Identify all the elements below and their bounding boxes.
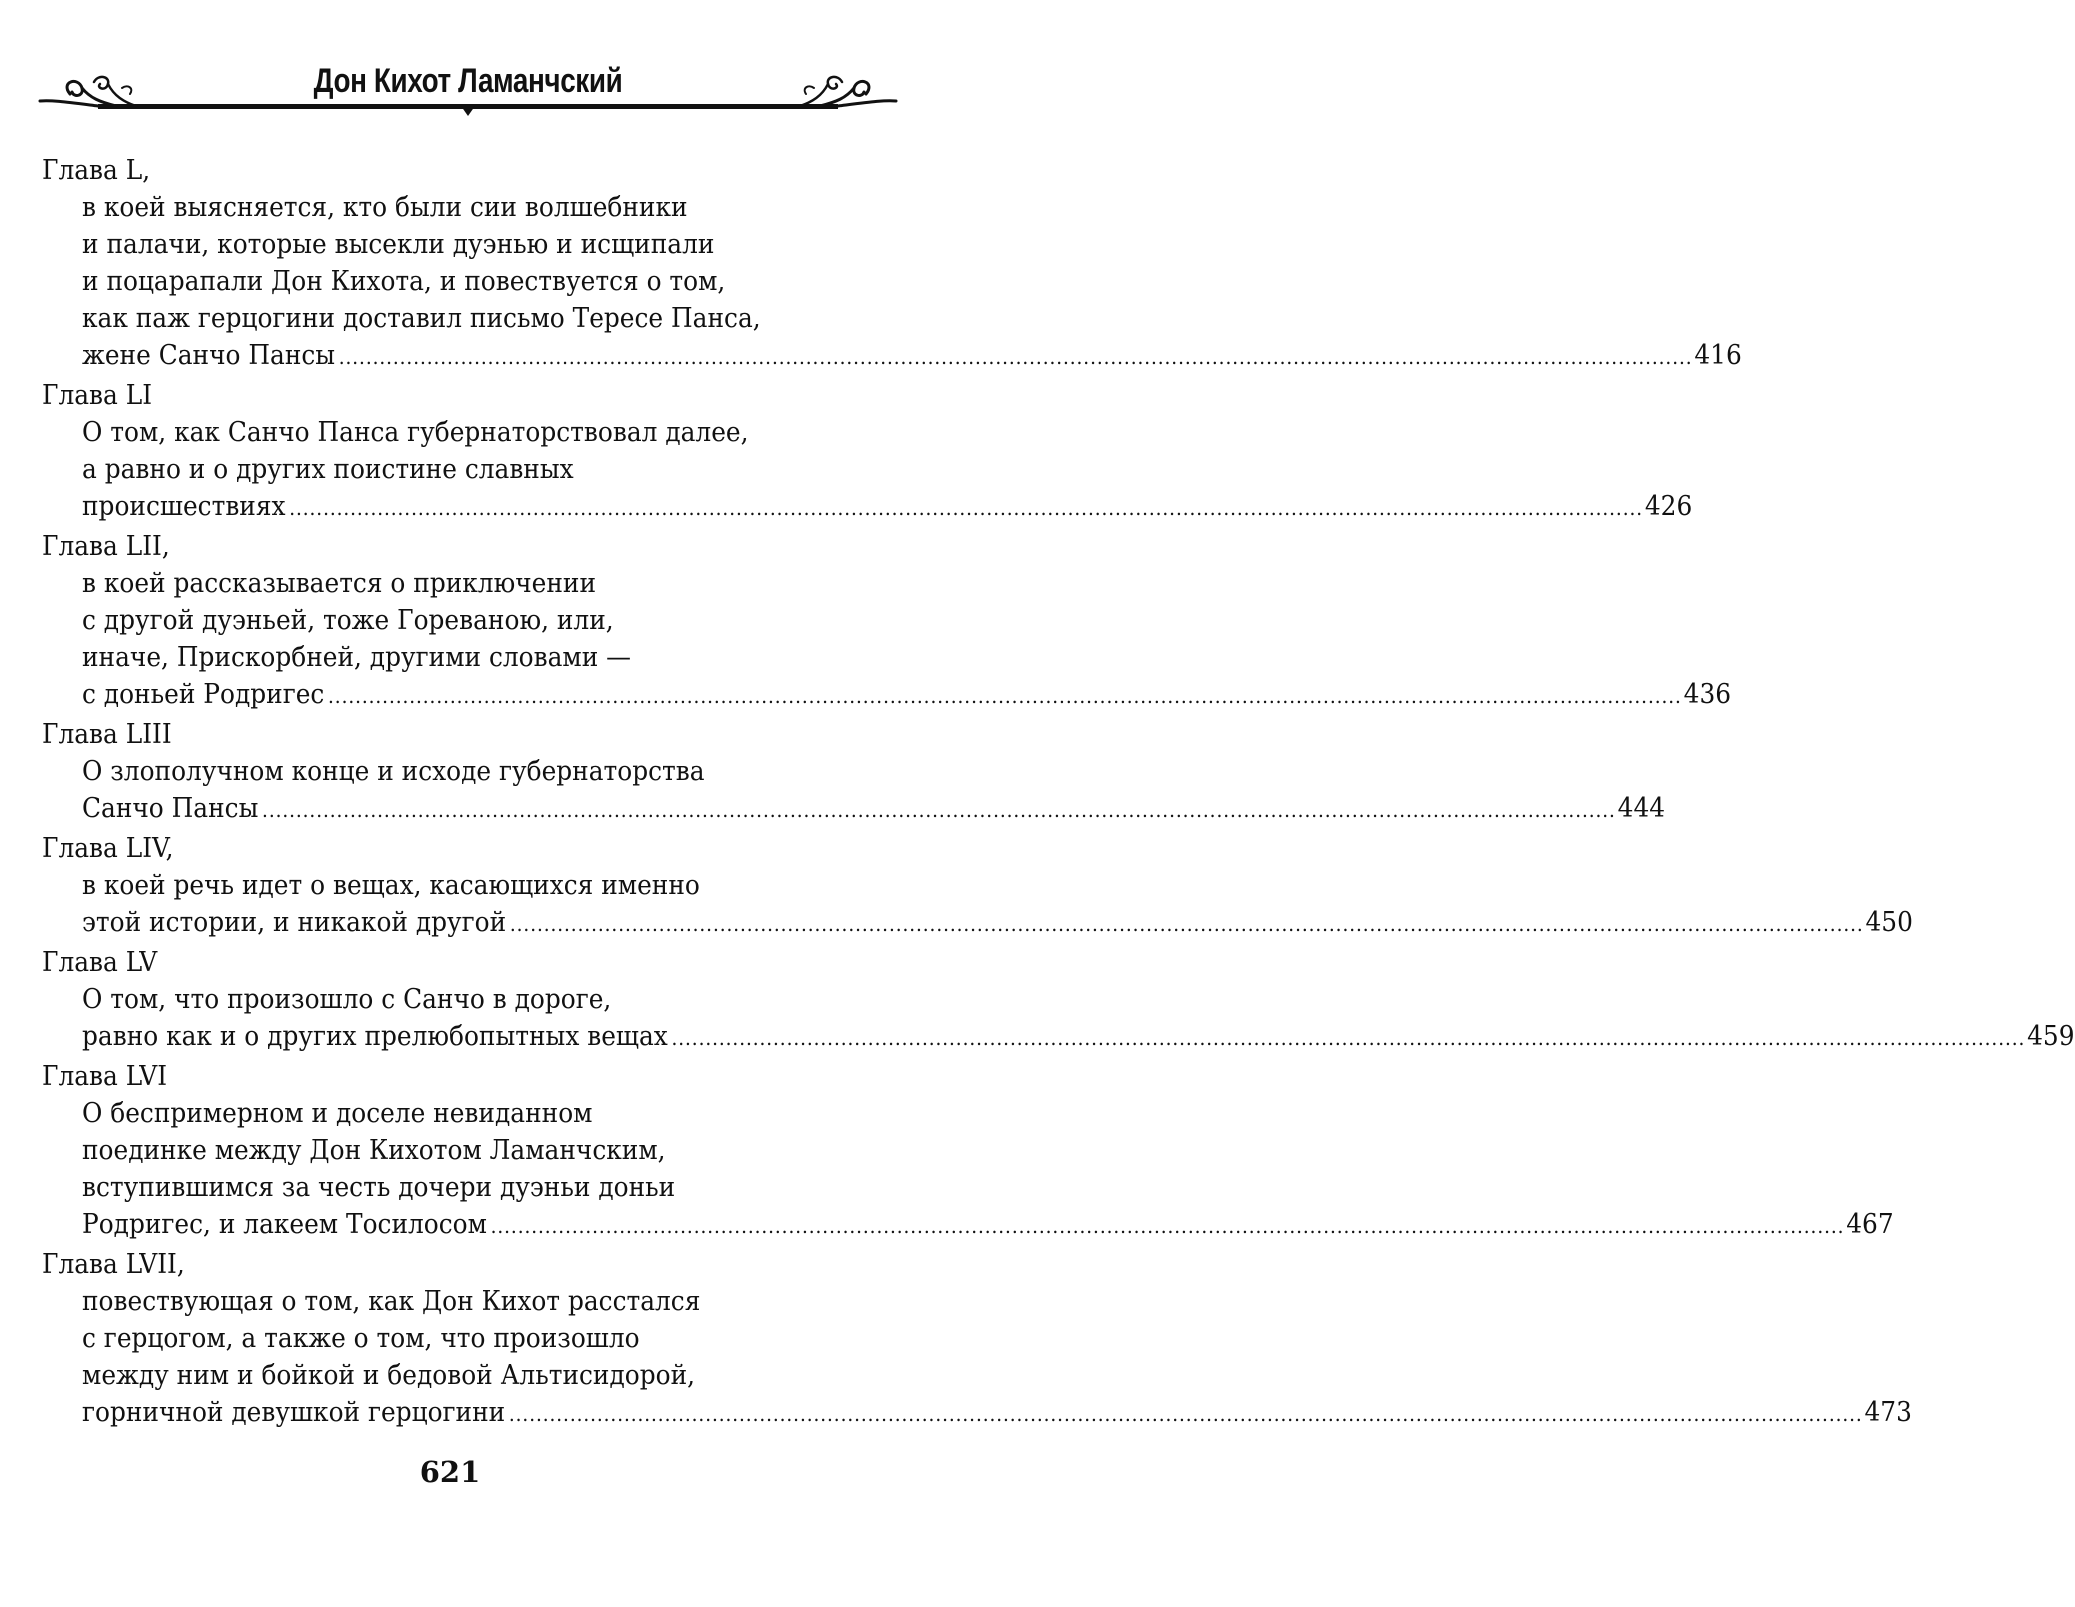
chapter-label: Глава L,	[42, 155, 151, 186]
chapter-page-number: 450	[1865, 907, 1913, 938]
description-line: и палачи, которые высекли дуэнью и исщипали	[82, 229, 715, 260]
toc-leader-line	[82, 1206, 1894, 1243]
toc-leader-line	[82, 488, 1693, 525]
description-line: повествующая о том, как Дон Кихот расстался	[82, 1286, 701, 1317]
chapter-label: Глава LIV,	[42, 833, 174, 864]
chapter-description	[82, 189, 1742, 374]
description-line: иначе, Прискорбней, другими словами —	[82, 642, 632, 673]
chapter-description	[82, 414, 1693, 525]
toc-leader-line	[82, 1394, 1912, 1431]
chapter-page-number: 467	[1846, 1209, 1894, 1240]
description-line: О беспримерном и доселе невиданном	[82, 1098, 593, 1129]
chapter-description	[82, 867, 1913, 941]
table-of-contents	[42, 152, 2075, 1434]
description-line: между ним и бойкой и бедовой Альтисидорой,	[82, 1360, 696, 1391]
description-line: поединке между Дон Кихотом Ламанчским,	[82, 1135, 666, 1166]
running-head	[38, 54, 898, 134]
dot-leader: ........................................................................................................................................................................................................	[671, 1026, 2026, 1050]
chapter-description	[82, 1283, 1912, 1431]
description-line: и поцарапали Дон Кихота, и повествуется о том,	[82, 266, 726, 297]
description-line: жене Санчо Пансы	[82, 340, 336, 371]
chapter-label: Глава LVI	[42, 1061, 168, 1092]
chapter-page-number: 473	[1864, 1397, 1912, 1428]
toc-entry	[42, 528, 1732, 713]
toc-leader-line	[82, 790, 1666, 827]
chapter-description	[82, 753, 1666, 827]
toc-leader-line	[82, 1018, 2075, 1055]
chapter-page-number: 459	[2027, 1021, 2075, 1052]
dot-leader: ........................................................................................................................................................................................................	[289, 496, 1643, 520]
dot-leader: ........................................................................................................................................................................................................	[509, 912, 1864, 936]
description-line: с герцогом, а также о том, что произошло	[82, 1323, 640, 1354]
description-line: а равно и о других поистине славных	[82, 454, 574, 485]
description-line: в коей речь идет о вещах, касающихся именно	[82, 870, 700, 901]
chapter-description	[82, 565, 1732, 713]
toc-entry	[42, 944, 2075, 1055]
chapter-label: Глава LII,	[42, 531, 170, 562]
toc-leader-line	[82, 337, 1742, 374]
chapter-description	[82, 981, 2075, 1055]
toc-leader-line	[82, 676, 1732, 713]
description-line: Родригес, и лакеем Тосилосом	[82, 1209, 487, 1240]
page-number: 621	[419, 1455, 481, 1489]
description-line: как паж герцогини доставил письмо Тересе Панса,	[82, 303, 761, 334]
description-line: в коей рассказывается о приключении	[82, 568, 597, 599]
toc-entry	[42, 716, 1666, 827]
description-line: О злополучном конце и исходе губернаторства	[82, 756, 705, 787]
description-line: с доньей Родригес	[82, 679, 325, 710]
chapter-page-number: 426	[1644, 491, 1693, 522]
toc-leader-line	[82, 904, 1913, 941]
chapter-label: Глава LIII	[42, 719, 172, 750]
toc-entry	[42, 1058, 1894, 1243]
toc-entry	[42, 377, 1693, 525]
description-line: О том, что произошло с Санчо в дороге,	[82, 984, 612, 1015]
toc-entry	[42, 830, 1913, 941]
chapter-page-number: 444	[1617, 793, 1666, 824]
description-line: О том, как Санчо Панса губернаторствовал далее,	[82, 417, 749, 448]
description-line: вступившимся за честь дочери дуэньи доньи	[82, 1172, 676, 1203]
chapter-label: Глава LI	[42, 380, 153, 411]
dot-leader: ........................................................................................................................................................................................................	[490, 1214, 1845, 1238]
description-line: происшествиях	[82, 491, 286, 522]
description-line: горничной девушкой герцогини	[82, 1397, 506, 1428]
running-head-title: Дон Кихот Ламанчский	[313, 62, 623, 100]
dot-leader: ........................................................................................................................................................................................................	[338, 345, 1693, 369]
toc-entry	[42, 1246, 1912, 1431]
dot-leader: ........................................................................................................................................................................................................	[262, 798, 1616, 822]
dot-leader: ........................................................................................................................................................................................................	[328, 684, 1682, 708]
description-line: этой истории, и никакой другой	[82, 907, 507, 938]
chapter-label: Глава LVII,	[42, 1249, 185, 1280]
chapter-page-number: 436	[1683, 679, 1732, 710]
description-line: с другой дуэньей, тоже Гореваною, или,	[82, 605, 614, 636]
description-line: в коей выясняется, кто были сии волшебники	[82, 192, 688, 223]
description-line: равно как и о других прелюбопытных вещах	[82, 1021, 668, 1052]
description-line: Санчо Пансы	[82, 793, 259, 824]
chapter-description	[82, 1095, 1894, 1243]
chapter-page-number: 416	[1694, 340, 1742, 371]
toc-entry	[42, 152, 1742, 374]
chapter-label: Глава LV	[42, 947, 158, 978]
dot-leader: ........................................................................................................................................................................................................	[508, 1402, 1863, 1426]
